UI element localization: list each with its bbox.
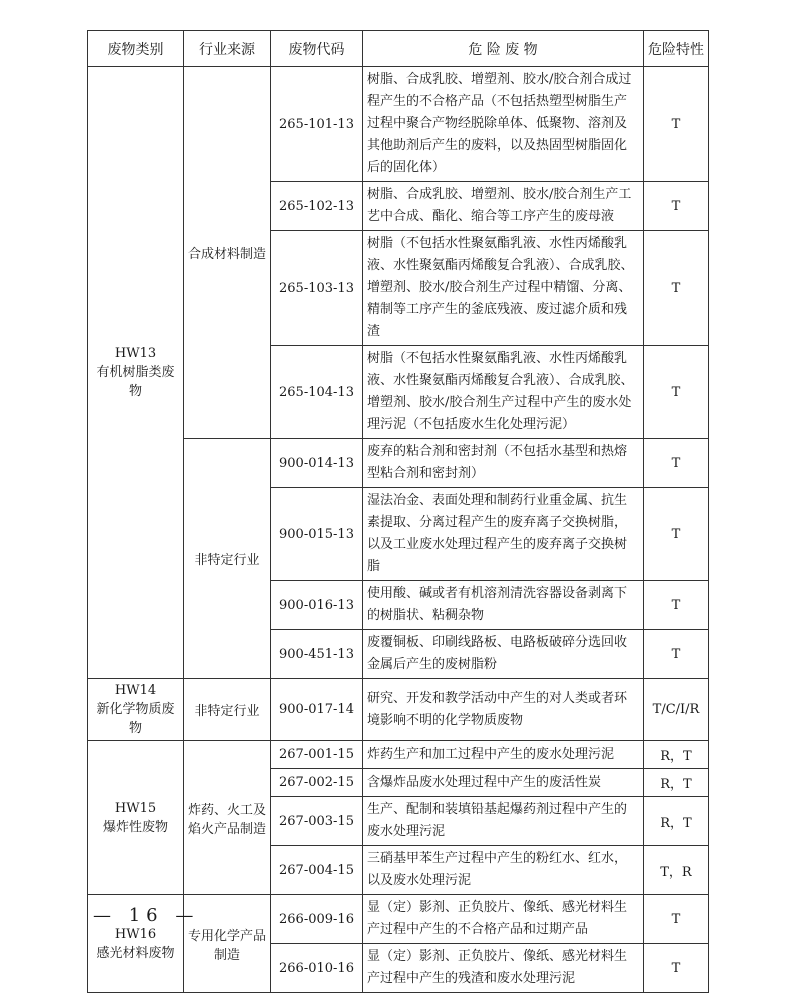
hazard-property: T: [644, 439, 709, 488]
category-name: 爆炸性废物: [102, 819, 168, 835]
waste-code: 900-017-14: [271, 679, 363, 741]
waste-code: 267-001-15: [271, 741, 363, 769]
waste-description: 废弃的粘合剂和密封剂（不包括水基型和热熔型粘合剂和密封剂）: [363, 439, 644, 488]
hazard-property: R，T: [644, 797, 709, 846]
waste-code: 900-451-13: [271, 630, 363, 679]
hazard-property: R，T: [644, 741, 709, 769]
category-cell: [88, 741, 184, 895]
hazard-property: T: [644, 67, 709, 182]
waste-code: 267-004-15: [271, 846, 363, 895]
category-code: HW14: [114, 683, 157, 698]
waste-description: 含爆炸品废水处理过程中产生的废活性炭: [363, 769, 644, 797]
category-cell: [88, 679, 184, 741]
hazard-property: T，R: [644, 846, 709, 895]
waste-code: 265-104-13: [271, 346, 363, 439]
source-cell: 炸药、火工及焰火产品制造: [184, 741, 271, 895]
category-code: HW13: [114, 346, 157, 361]
waste-description: 炸药生产和加工过程中产生的废水处理污泥: [363, 741, 644, 769]
header-code: 废物代码: [271, 31, 363, 67]
waste-description: 三硝基甲苯生产过程中产生的粉红水、红水，以及废水处理污泥: [363, 846, 644, 895]
category-cell: [88, 67, 184, 679]
hazard-property: T: [644, 895, 709, 944]
category-code: HW15: [114, 800, 157, 816]
waste-code: 900-015-13: [271, 488, 363, 581]
waste-code: 900-016-13: [271, 581, 363, 630]
source-cell: 专用化学产品制造: [184, 895, 271, 993]
table-row: [88, 679, 709, 741]
hazard-property: T/C/I/R: [644, 679, 709, 741]
waste-code: 267-003-15: [271, 797, 363, 846]
waste-code: 267-002-15: [271, 769, 363, 797]
waste-code: 265-102-13: [271, 182, 363, 231]
waste-description: 树脂、合成乳胶、增塑剂、胶水/胶合剂生产工艺中合成、酯化、缩合等工序产生的废母液: [363, 182, 644, 231]
category-name: 有机树脂类废物: [96, 365, 175, 399]
header-property: 危险特性: [644, 31, 709, 67]
hazard-property: T: [644, 182, 709, 231]
waste-description: 研究、开发和教学活动中产生的对人类或者环境影响不明的化学物质废物: [363, 679, 644, 741]
waste-description: 湿法冶金、表面处理和制药行业重金属、抗生素提取、分离过程产生的废弃离子交换树脂，以及工业废水处理过程产生的废弃离子交换树脂: [363, 488, 644, 581]
hazard-property: T: [644, 231, 709, 346]
waste-description: 树脂、合成乳胶、增塑剂、胶水/胶合剂合成过程产生的不合格产品（不包括热塑型树脂生产过程中聚合产物经脱除单体、低聚物、溶剂及其他助剂后产生的废料，以及热固型树脂固化后的固化体）: [363, 67, 644, 182]
category-code: HW16: [114, 926, 157, 942]
waste-description: 显（定）影剂、正负胶片、像纸、感光材料生产过程中产生的残渣和废水处理污泥: [363, 944, 644, 993]
table-row: [88, 741, 709, 769]
hazard-property: T: [644, 346, 709, 439]
header-category: 废物类别: [88, 31, 184, 67]
category-name: 新化学物质废物: [96, 702, 175, 736]
hazard-property: T: [644, 581, 709, 630]
waste-description: 树脂（不包括水性聚氨酯乳液、水性丙烯酸乳液、水性聚氨酯丙烯酸复合乳液）、合成乳胶、增塑剂、胶水/胶合剂生产过程中精馏、分离、精制等工序产生的釜底残液、废过滤介质和残渣: [363, 231, 644, 346]
header-source: 行业来源: [184, 31, 271, 67]
waste-code: 265-101-13: [271, 67, 363, 182]
source-cell: 非特定行业: [184, 439, 271, 679]
category-name: 感光材料废物: [96, 945, 175, 961]
hazardous-waste-table: [87, 30, 709, 993]
header-waste: 危 险 废 物: [363, 31, 644, 67]
hazard-property: T: [644, 630, 709, 679]
hazard-property: T: [644, 944, 709, 993]
table-header-row: [88, 31, 709, 67]
waste-description: 显（定）影剂、正负胶片、像纸、感光材料生产过程中产生的不合格产品和过期产品: [363, 895, 644, 944]
waste-code: 265-103-13: [271, 231, 363, 346]
waste-code: 266-009-16: [271, 895, 363, 944]
waste-code: 900-014-13: [271, 439, 363, 488]
hazard-property: T: [644, 488, 709, 581]
table-row: [88, 67, 709, 182]
source-cell: 合成材料制造: [184, 67, 271, 439]
waste-description: 生产、配制和装填铅基起爆药剂过程中产生的废水处理污泥: [363, 797, 644, 846]
source-cell: 非特定行业: [184, 679, 271, 741]
hazard-property: R，T: [644, 769, 709, 797]
page-number: — 16 —: [93, 905, 200, 926]
waste-description: 使用酸、碱或者有机溶剂清洗容器设备剥离下的树脂状、粘稠杂物: [363, 581, 644, 630]
waste-code: 266-010-16: [271, 944, 363, 993]
waste-description: 树脂（不包括水性聚氨酯乳液、水性丙烯酸乳液、水性聚氨酯丙烯酸复合乳液）、合成乳胶、增塑剂、胶水/胶合剂生产过程中产生的废水处理污泥（不包括废水生化处理污泥）: [363, 346, 644, 439]
waste-description: 废覆铜板、印刷线路板、电路板破碎分选回收金属后产生的废树脂粉: [363, 630, 644, 679]
